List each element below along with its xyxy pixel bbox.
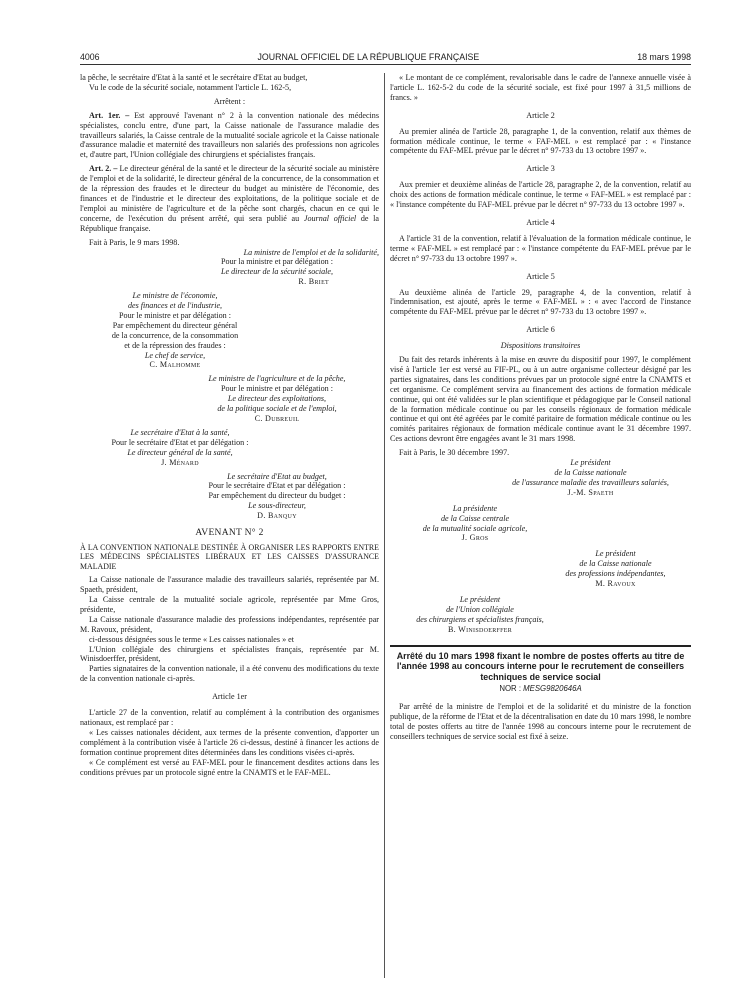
signature-canam bbox=[390, 549, 691, 589]
two-column-body bbox=[80, 73, 691, 978]
article-2-label: Art. 2. – bbox=[89, 164, 118, 174]
signature-ucsf bbox=[390, 595, 570, 635]
avenant-subtitle: À LA CONVENTION NATIONALE DESTINÉE À ORGANISER LES RAPPORTS ENTRE LES MÉDECINS SPÉCIALISTES LIBÉRAUX ET LES CAISSES D'ASSURANCE MALADIE bbox=[80, 542, 379, 571]
s2-org: de la Caisse centrale bbox=[440, 513, 510, 523]
s1-name: J.-M. Spaeth bbox=[567, 487, 614, 497]
fait-a-paris-2: Fait à Paris, le 30 décembre 1997. bbox=[399, 448, 510, 458]
signature-block-sante bbox=[80, 428, 280, 468]
sig5-delegation: Pour le secrétaire d'Etat et par délégation : bbox=[208, 481, 346, 491]
s4-title: Le président bbox=[459, 594, 501, 604]
sig1-name: R. Briet bbox=[298, 277, 329, 287]
arrete-title: Arrêté du 10 mars 1998 fixant le nombre de postes offerts au titre de l'année 1998 au concours interne pour le recrutement de conseillers techniques de service social bbox=[396, 650, 685, 682]
sig3-title: Le ministre de l'agriculture et de la pêche, bbox=[208, 374, 346, 384]
article-1-body-4: « Le montant de ce complément, revalorisable dans le cadre de l'annexe annuelle visée à l'article L. 162-5-2 du code de la sécurité sociale, est fixé pour 1997 à 31,5 millions de francs. » bbox=[390, 73, 691, 102]
article-2-title: Article 2 bbox=[526, 110, 555, 120]
s4-org: de l'Union collégiale bbox=[446, 604, 514, 614]
preamble-end: la pêche, le secrétaire d'Etat à la santé et le secrétaire d'Etat au budget, bbox=[80, 73, 308, 82]
signature-block-budget bbox=[80, 472, 379, 522]
sig1-role: Le directeur de la sécurité sociale, bbox=[220, 267, 334, 277]
left-column bbox=[80, 73, 379, 978]
s2-org-b: de la mutualité sociale agricole, bbox=[422, 523, 528, 533]
article-3-body: Aux premier et deuxième alinéas de l'article 28, paragraphe 2, de la convention, relatif au choix des actions de formation médicale continue, le terme « FAF-MEL » est remplacé par : « l'instance compétente du FAF-MEL prévue par le décret n° 97-733 du 13 octobre 1997 ». bbox=[390, 180, 691, 210]
article-2-text-b: de la République française. bbox=[80, 213, 379, 233]
article-1-title: Article 1er bbox=[212, 692, 247, 702]
party-cnamts: La Caisse nationale de l'assurance maladie des travailleurs salariés, représentée par M. Spaeth, président, bbox=[80, 575, 379, 595]
sig3-delegation: Pour le ministre et par délégation : bbox=[221, 384, 333, 394]
section-rule bbox=[390, 645, 691, 647]
nor-code: MESG9820646A bbox=[523, 684, 582, 694]
sig5-role: Le sous-directeur, bbox=[248, 501, 306, 511]
sig1-title: La ministre de l'emploi et de la solidarité, bbox=[243, 247, 379, 257]
s3-org: de la Caisse nationale bbox=[579, 559, 652, 569]
sig5-empechement: Par empêchement du directeur du budget : bbox=[208, 491, 346, 501]
article-1-body-2: « Les caisses nationales décident, aux termes de la présente convention, d'apporter un complément à la contribution visée à l'article 26 ci-dessus, destiné à financer les actions de formation continue proprement dites déterminées dans les conditions visées ci-après. bbox=[80, 727, 379, 757]
sig3-role-a: Le directeur des exploitations, bbox=[227, 394, 327, 404]
article-1-body-3: « Ce complément est versé au FAF-MEL pour le financement desdites actions dans les conditions prévues par un protocole signé entre la CNAMTS et le FAF-MEL. bbox=[80, 757, 379, 777]
s1-title: Le président bbox=[570, 458, 611, 468]
signature-block-emploi bbox=[80, 248, 379, 288]
article-2-text-a: Le directeur général de la santé et le directeur de la sécurité sociale au ministère de l'emploi et de la solidarité, le directeur général de la concurrence, de la consommation et de la répression des fraudes et le directeur du budget au ministère de l'économie, des finances et de l'industrie et le directeur des exploitations, de la politique sociale et de l'emploi au ministère de l'agriculture et de la pêche sont chargés, chacun en ce qui le concerne, de l'exécution du présent arrêté, qui sera publié au bbox=[80, 164, 379, 223]
journal-officiel-ref: Journal officiel bbox=[303, 213, 357, 223]
sig2-name: C. Malhomme bbox=[149, 360, 201, 370]
s3-title: Le président bbox=[595, 549, 636, 559]
signature-block-economie bbox=[80, 291, 270, 370]
s2-name: J. Gros bbox=[461, 533, 489, 543]
s3-name: M. Ravoux bbox=[595, 579, 636, 589]
sig4-name: J. Ménard bbox=[161, 457, 199, 467]
right-column bbox=[390, 73, 691, 978]
s2-title: La présidente bbox=[452, 503, 498, 513]
signature-cnamts bbox=[390, 458, 691, 498]
article-5-title: Article 5 bbox=[526, 271, 555, 281]
s4-org-b: des chirurgiens et spécialistes français, bbox=[416, 614, 544, 624]
sig2-title-a: Le ministre de l'économie, bbox=[132, 291, 218, 301]
party-canam: La Caisse nationale d'assurance maladie des professions indépendantes, représentée par M. Ravoux, président, bbox=[80, 614, 379, 634]
arrete-body: Par arrêté de la ministre de l'emploi et de la solidarité et du ministre de la fonction publique, de la réforme de l'Etat et de la décentralisation en date du 10 mars 1998, le nombre total de postes offerts au titre de l'année 1998 au concours interne pour le recrutement de conseillers techniques de service social est fixé à seize. bbox=[390, 702, 691, 741]
article-1-paragraph bbox=[80, 111, 379, 161]
sig4-role: Le directeur général de la santé, bbox=[127, 447, 233, 457]
signature-ccmsa bbox=[390, 504, 560, 544]
article-2-paragraph bbox=[80, 164, 379, 233]
sig3-name: C. Dubreuil bbox=[254, 414, 300, 423]
sig2-title-b: des finances et de l'industrie, bbox=[127, 301, 223, 311]
nor-label: NOR : bbox=[499, 684, 524, 694]
sig2-delegation: Pour le ministre et par délégation : bbox=[119, 310, 231, 320]
nor-reference bbox=[390, 684, 691, 694]
sig1-delegation: Pour la ministre et par délégation : bbox=[221, 257, 333, 267]
visa-code-securite-sociale: Vu le code de la sécurité sociale, notamment l'article L. 162-5, bbox=[89, 82, 292, 92]
journal-title: JOURNAL OFFICIEL DE LA RÉPUBLIQUE FRANÇAISE bbox=[257, 52, 480, 62]
article-2-body: Au premier alinéa de l'article 28, paragraphe 1, de la convention, relatif aux thèmes de formation médicale continue, le terme « FAF-MEL » est remplacé par : « l'instance compétente du FAF-MEL prévue par le décret n° 97-733 du 13 octobre 1997 ». bbox=[390, 126, 691, 156]
s4-name: B. Winisdoerffer bbox=[447, 624, 513, 634]
article-4-body: A l'article 31 de la convention, relatif à l'évaluation de la formation médicale continue, le terme « FAF-MEL » est remplacé par : « l'instance compétente du FAF-MEL prévue par le décret n° 97-733 du 13 octobre 1997 ». bbox=[390, 233, 691, 263]
sig4-delegation: Pour le secrétaire d'Etat et par délégation : bbox=[111, 437, 249, 447]
article-6-title: Article 6 bbox=[526, 325, 555, 335]
sig3-role-b: de la politique sociale et de l'emploi, bbox=[217, 404, 337, 414]
page-header bbox=[80, 52, 691, 65]
issue-date: 18 mars 1998 bbox=[637, 52, 691, 62]
sig5-title: Le secrétaire d'Etat au budget, bbox=[227, 471, 327, 481]
article-6-body: Du fait des retards inhérents à la mise en œuvre du dispositif pour 1997, le complément visé à l'article 1er est versé au FIF-PL, ou à un autre organisme collecteur désigné par les parties signataires, dans les conditions prévues par un protocole signé entre la CNAMTS et cet organisme. Ce complément servira au financement des actions de formation médicale continue, qui ont été validées sur le plan scientifique et pédagogique par le Conseil national de la formation médicale continue ou par les conseils régionaux de formation médicale continue et qui ont été agréées par le comité paritaire de formation médicale continue ou les comités paritaires régionaux de formation médicale continue avant le 31 décembre 1997. Ces actions devront être engagées avant le 31 mars 1998. bbox=[390, 355, 691, 444]
signature-block-agriculture bbox=[80, 374, 379, 424]
fait-a-paris-1: Fait à Paris, le 9 mars 1998. bbox=[89, 237, 180, 247]
article-5-body: Au deuxième alinéa de l'article 29, paragraphe 4, de la convention, relatif à l'indemnisation, est ajouté, après le terme « FAF-MEL » : « avec l'accord de l'instance compétente du FAF-MEL prévue par le décret n° 97-733 du 13 octobre 1997 ». bbox=[390, 287, 691, 317]
avenant-title: AVENANT N° 2 bbox=[195, 528, 264, 539]
page-number: 4006 bbox=[80, 52, 100, 62]
article-1-text: Est approuvé l'avenant n° 2 à la convention nationale des médecins spécialistes, conclu entre, d'une part, la Caisse nationale de l'assurance maladie des travailleurs salariés, la Caisse centrale de la mutualité sociale agricole et la Caisse nationale d'assurance maladie et maternité des travailleurs non salariés des professions non agricoles et, d'autre part, l'Union collégiale des chirurgiens et spécialistes français. bbox=[80, 110, 379, 160]
arretent: Arrêtent : bbox=[213, 96, 246, 106]
sig2-empechement-b: de la concurrence, de la consommation bbox=[111, 330, 239, 340]
article-1-body-1: L'article 27 de la convention, relatif au complément à la contribution des organismes nationaux, est remplacé par : bbox=[80, 708, 379, 727]
s1-org-b: de l'assurance maladie des travailleurs salariés, bbox=[512, 477, 669, 487]
sig2-empechement-c: et de la répression des fraudes : bbox=[124, 340, 226, 350]
article-1-label: Art. 1er. – bbox=[89, 110, 130, 120]
sig2-empechement-a: Par empêchement du directeur général bbox=[112, 320, 238, 330]
parties-signataires: Parties signataires de la convention nationale, il a été convenu des modifications du texte de la convention nationale ci-après. bbox=[80, 664, 379, 684]
article-3-title: Article 3 bbox=[526, 164, 555, 174]
sig5-name: D. Banquy bbox=[257, 511, 297, 521]
caisses-nationales-definition: ci-dessous désignées sous le terme « Les caisses nationales » et bbox=[89, 634, 294, 644]
article-4-title: Article 4 bbox=[526, 217, 555, 227]
s3-org-b: des professions indépendantes, bbox=[565, 569, 666, 579]
party-ucsf: L'Union collégiale des chirurgiens et spécialistes français, représentée par M. Winisdoerffer, président, bbox=[80, 644, 379, 664]
party-ccmsa: La Caisse centrale de la mutualité sociale agricole, représentée par Mme Gros, présidente, bbox=[80, 595, 379, 614]
sig4-title: Le secrétaire d'Etat à la santé, bbox=[130, 427, 230, 437]
column-divider bbox=[384, 73, 385, 978]
article-6-subtitle: Dispositions transitoires bbox=[500, 341, 581, 351]
sig2-role: Le chef de service, bbox=[144, 350, 206, 360]
s1-org: de la Caisse nationale bbox=[554, 468, 627, 477]
